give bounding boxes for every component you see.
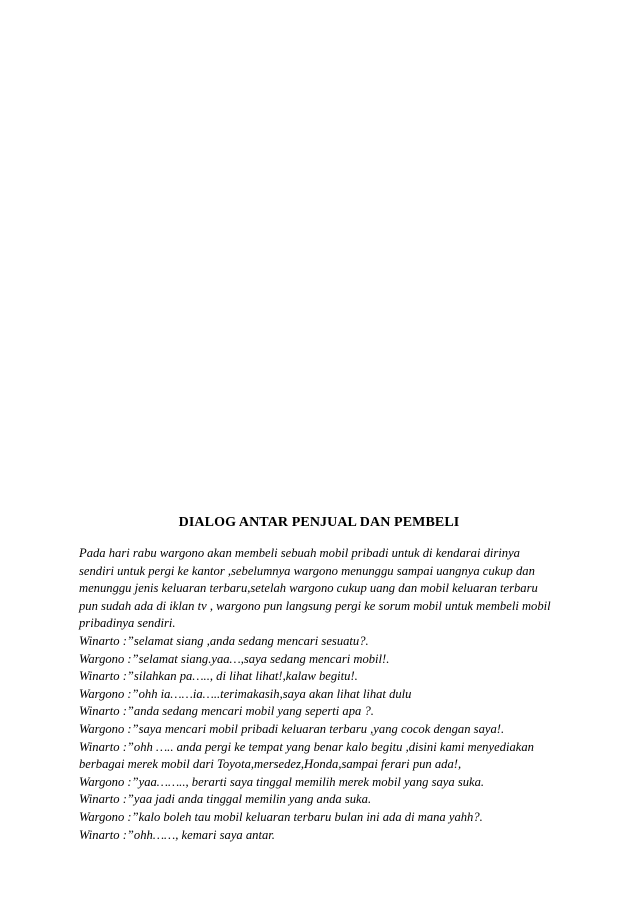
dialog-line: Wargono :”yaa…….., berarti saya tinggal memilih merek mobil yang saya suka. [79,774,485,789]
dialog-line: Winarto :”silahkan pa….., di lihat lihat!,kalaw begitu!. [79,669,358,684]
dialog-line: Wargono :”saya mencari mobil pribadi keluaran terbaru ,yang cocok dengan saya!. [79,721,505,736]
document-body [79,545,579,844]
dialog-section [79,633,579,844]
intro-line: menunggu jenis keluaran terbaru,setelah wargono cukup uang dan mobil keluaran terbaru [79,581,538,596]
intro-paragraph [79,545,579,633]
dialog-line: Winarto :”selamat siang ,anda sedang mencari sesuatu?. [79,633,369,648]
dialog-line: Winarto :”anda sedang mencari mobil yang seperti apa ?. [79,704,374,719]
dialog-line: Winarto :”ohh……, kemari saya antar. [79,827,275,842]
dialog-line: Winarto :”yaa jadi anda tinggal memilin yang anda suka. [79,792,372,807]
dialog-line: Wargono :”kalo boleh tau mobil keluaran terbaru bulan ini ada di mana yahh?. [79,809,483,824]
intro-line: Pada hari rabu wargono akan membeli sebuah mobil pribadi untuk di kendarai dirinya [79,546,520,560]
dialog-line: Wargono :”ohh ia……ia…..terimakasih,saya akan lihat lihat dulu [79,686,412,701]
intro-line: sendiri untuk pergi ke kantor ,sebelumnya wargono menunggu sampai uangnya cukup dan [79,563,535,578]
dialog-line: Winarto :”ohh ….. anda pergi ke tempat yang benar kalo begitu ,disini kami menyediakan [79,739,534,754]
dialog-line: Wargono :”selamat siang.yaa…,saya sedang mencari mobil!. [79,651,390,666]
intro-line: pun sudah ada di iklan tv , wargono pun langsung pergi ke sorum mobil untuk membeli mobil [79,598,551,613]
dialog-line: berbagai merek mobil dari Toyota,mersedez,Honda,sampai ferari pun ada!, [79,757,462,772]
intro-line: pribadinya sendiri. [79,616,176,631]
document-title: DIALOG ANTAR PENJUAL DAN PEMBELI [178,515,460,530]
